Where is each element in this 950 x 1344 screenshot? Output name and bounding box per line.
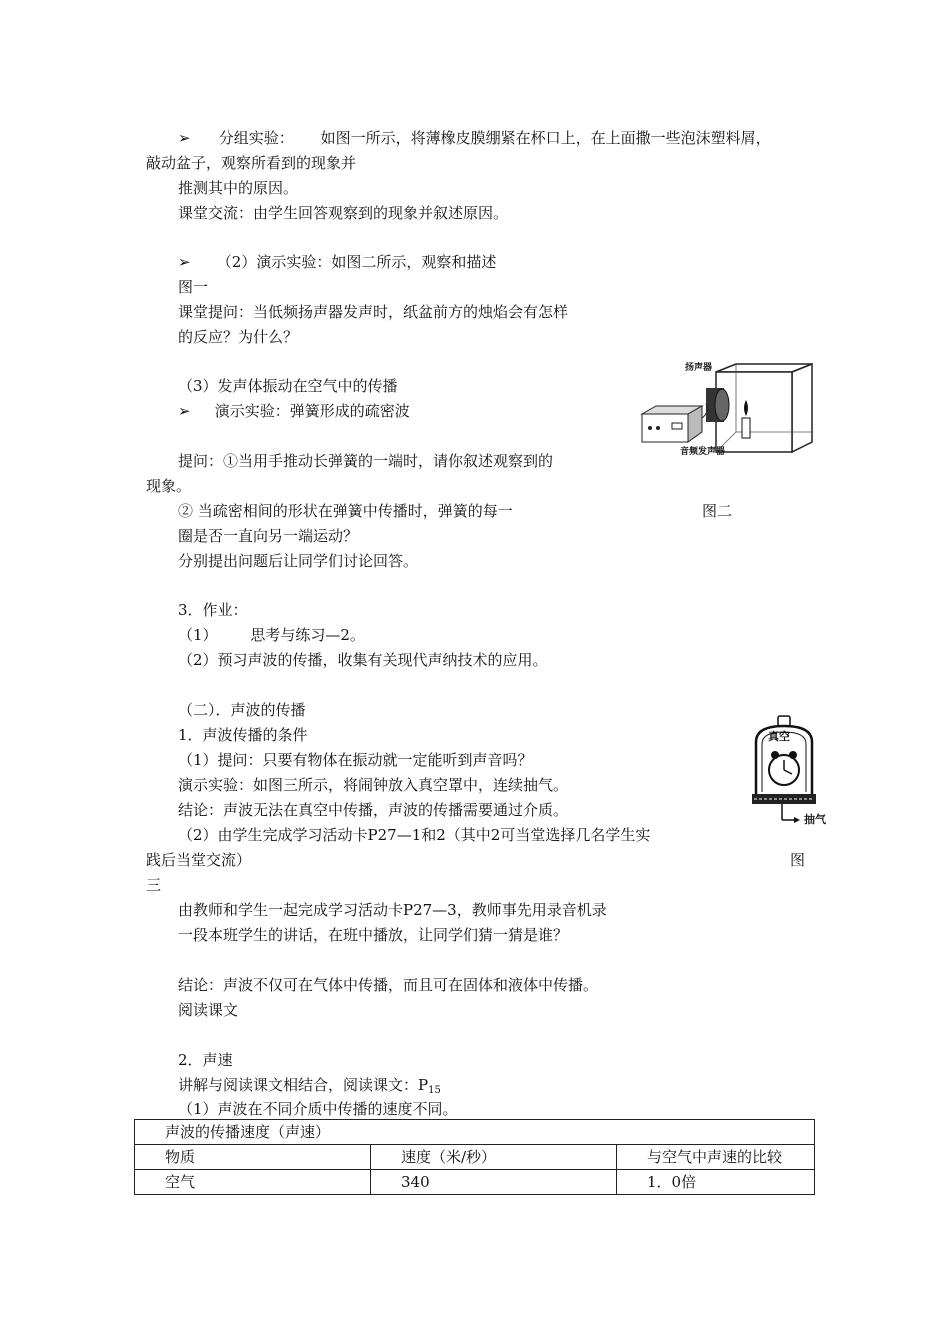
text: 思考与练习—2。 [250, 626, 365, 644]
text-line: （1）提问：只要有物体在振动就一定能听到声音吗？ [178, 751, 533, 769]
text-line [178, 1075, 441, 1101]
speaker-label: 扬声器 [685, 363, 713, 373]
table-row [135, 1170, 815, 1195]
vacuum-label: 真空 [768, 730, 790, 743]
text-line: （2）预习声波的传播，收集有关现代声纳技术的应用。 [178, 651, 548, 669]
text: 讲解与阅读课文相结合，阅读课文：P [178, 1076, 429, 1094]
text-line: 敲动盆子，观察所看到的现象并 [146, 154, 357, 172]
text: 如图一所示，将薄橡皮膜绷紧在杯口上，在上面撒一些泡沫塑料屑， [320, 129, 771, 147]
text-line: 分别提出问题后让同学们讨论回答。 [178, 552, 419, 570]
bullet-line-1 [178, 128, 771, 148]
bullet-arrow-icon: ➢ [178, 129, 191, 147]
subscript: 15 [428, 1085, 441, 1096]
text: （2）演示实验：如图二所示，观察和描述 [216, 253, 497, 271]
text: （1） [178, 626, 218, 644]
figure-caption-1: 图一 [178, 278, 209, 296]
text-line: 提问：①当用手推动长弹簧的一端时，请你叙述观察到的 [178, 452, 554, 470]
table-header-row [135, 1145, 815, 1170]
text-line: 现象。 [146, 477, 192, 495]
header-cell: 与空气中声速的比较 [617, 1145, 815, 1170]
text-line: 由教师和学生一起完成学习活动卡P27—3，教师事先用录音机录 [178, 901, 607, 919]
text-line: 1．声波传播的条件 [178, 726, 308, 744]
section-heading: （二）．声波的传播 [178, 701, 306, 719]
pump-label: 抽气 [804, 813, 826, 826]
text-line: 阅读课文 [178, 1001, 239, 1019]
figure-caption-3a: 图 [790, 851, 806, 869]
text: 演示实验：弹簧形成的疏密波 [214, 402, 410, 420]
text-line: 2．声速 [178, 1051, 233, 1069]
bullet-line-2 [178, 252, 496, 272]
bullet-arrow-icon: ➢ [178, 253, 191, 271]
text-line: 推测其中的原因。 [178, 179, 299, 197]
bullet-line-3 [178, 401, 410, 421]
text-line [178, 625, 365, 645]
text: 分组实验： [218, 129, 294, 147]
text-line: （3）发声体振动在空气中的传播 [178, 377, 398, 395]
text-line: 结论：声波无法在真空中传播，声波的传播需要通过介质。 [178, 801, 569, 819]
table-cell: 空气 [135, 1170, 371, 1195]
text-line: ② 当疏密相间的形状在弹簧中传播时，弹簧的每一 [178, 502, 513, 520]
text-line: 圈是否一直向另一端运动？ [178, 527, 359, 545]
text-line: 演示实验：如图三所示，将闹钟放入真空罩中，连续抽气。 [178, 776, 569, 794]
table-cell: 340 [371, 1170, 617, 1195]
text-line: 践后当堂交流） [146, 851, 252, 869]
sound-speed-table [134, 1119, 815, 1195]
table-caption-row [135, 1120, 815, 1145]
text-line: 3．作业： [178, 601, 248, 619]
text-line: 一段本班学生的讲话，在班中播放，让同学们猜一猜是谁？ [178, 926, 569, 944]
figure-caption-2: 图二 [702, 502, 733, 520]
header-cell: 速度（米/秒） [371, 1145, 617, 1170]
text-line: 的反应？为什么？ [178, 328, 299, 346]
text-line: 结论：声波不仅可在气体中传播，而且可在固体和液体中传播。 [178, 976, 599, 994]
table-caption: 声波的传播速度（声速） [135, 1120, 815, 1145]
header-cell: 物质 [135, 1145, 371, 1170]
text-line: （2）由学生完成学习活动卡P27—1和2（其中2可当堂选择几名学生实 [178, 826, 651, 844]
figure-caption-3b: 三 [146, 876, 162, 894]
bullet-arrow-icon: ➢ [178, 402, 191, 420]
generator-label: 音频发声器 [680, 447, 726, 457]
text-line: 课堂提问：当低频扬声器发声时，纸盆前方的烛焰会有怎样 [178, 303, 569, 321]
speaker-candle-figure [636, 360, 816, 460]
text-line: （1）声波在不同介质中传播的速度不同。 [178, 1100, 458, 1118]
table-cell: 1．0倍 [617, 1170, 815, 1195]
text-line: 课堂交流：由学生回答观察到的现象并叙述原因。 [178, 204, 509, 222]
